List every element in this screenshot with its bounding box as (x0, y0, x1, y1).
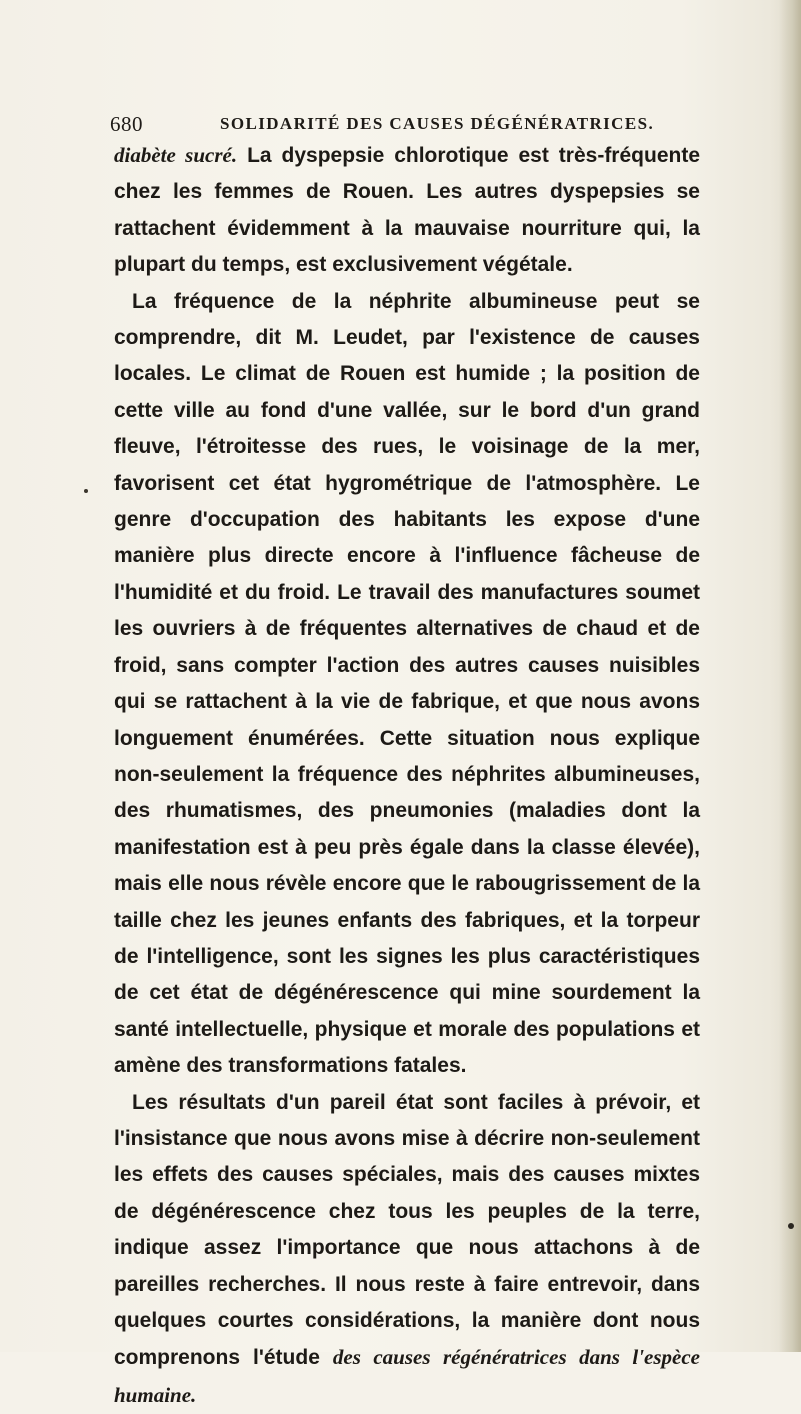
page-edge-shadow (779, 0, 801, 1352)
paragraph-1-italic-lead: diabète sucré. (114, 143, 238, 167)
paragraph-1 (114, 137, 700, 284)
running-title: SOLIDARITÉ DES CAUSES DÉGÉNÉRATRICES. (220, 114, 655, 133)
paragraph-1-text: La dyspepsie chlorotique est très-fréquente chez les femmes de Rouen. Les autres dyspepsies se rattachent évidemment à la mauvaise nourriture qui, la plupart du temps, est exclusivement végétale. (114, 144, 700, 277)
margin-speck (84, 489, 88, 493)
paragraph-3-text: Les résultats d'un pareil état sont faciles à prévoir, et l'insistance que nous avons mise à décrire non-seulement les effets des causes spéciales, mais des causes mixtes de dégénérescence chez tous les peuples de la terre, indique assez l'importance que nous attachons à de pareilles recherches. Il nous reste à faire entrevoir, dans quelques courtes considérations, la manière dont nous comprenons l'étude (114, 1090, 700, 1370)
paragraph-3 (114, 1085, 700, 1414)
paragraph-2 (114, 284, 700, 1085)
body-text (114, 137, 700, 1414)
paragraph-2-text: La fréquence de la néphrite albumineuse peut se comprendre, dit M. Leudet, par l'existence de causes locales. Le climat de Rouen est humide ; la position de cette ville au fond d'une vallée, sur le bord d'un grand fleuve, l'étroitesse des rues, le voisinage de la mer, favorisent cet état hygrométrique de l'atmosphère. Le genre d'occupation des habitants les expose d'une manière plus directe encore à l'influence fâcheuse de l'humidité et du froid. Le travail des manufactures soumet les ouvriers à de fréquentes alternatives de chaud et de froid, sans compter l'action des autres causes nuisibles qui se rattachent à la vie de fabrique, et que nous avons longuement énumérées. Cette situation nous explique non-seulement la fréquence des néphrites albumineuses, des rhumatismes, des pneumonies (maladies dont la manifestation est à peu près égale dans la classe élevée), mais elle nous révèle encore que le rabougrissement de la taille chez les jeunes enfants des fabriques, et la torpeur de l'intelligence, sont les signes les plus caractéristiques de cet état de dégénérescence qui mine sourdement la santé intellectuelle, physique et morale des populations et amène des transformations fatales. (114, 289, 700, 1078)
paragraph-3-italic-tail: des causes régénératrices dans l'espèce humaine. (114, 1345, 700, 1407)
edge-speck (788, 1223, 794, 1229)
page-number: 680 (110, 112, 143, 136)
